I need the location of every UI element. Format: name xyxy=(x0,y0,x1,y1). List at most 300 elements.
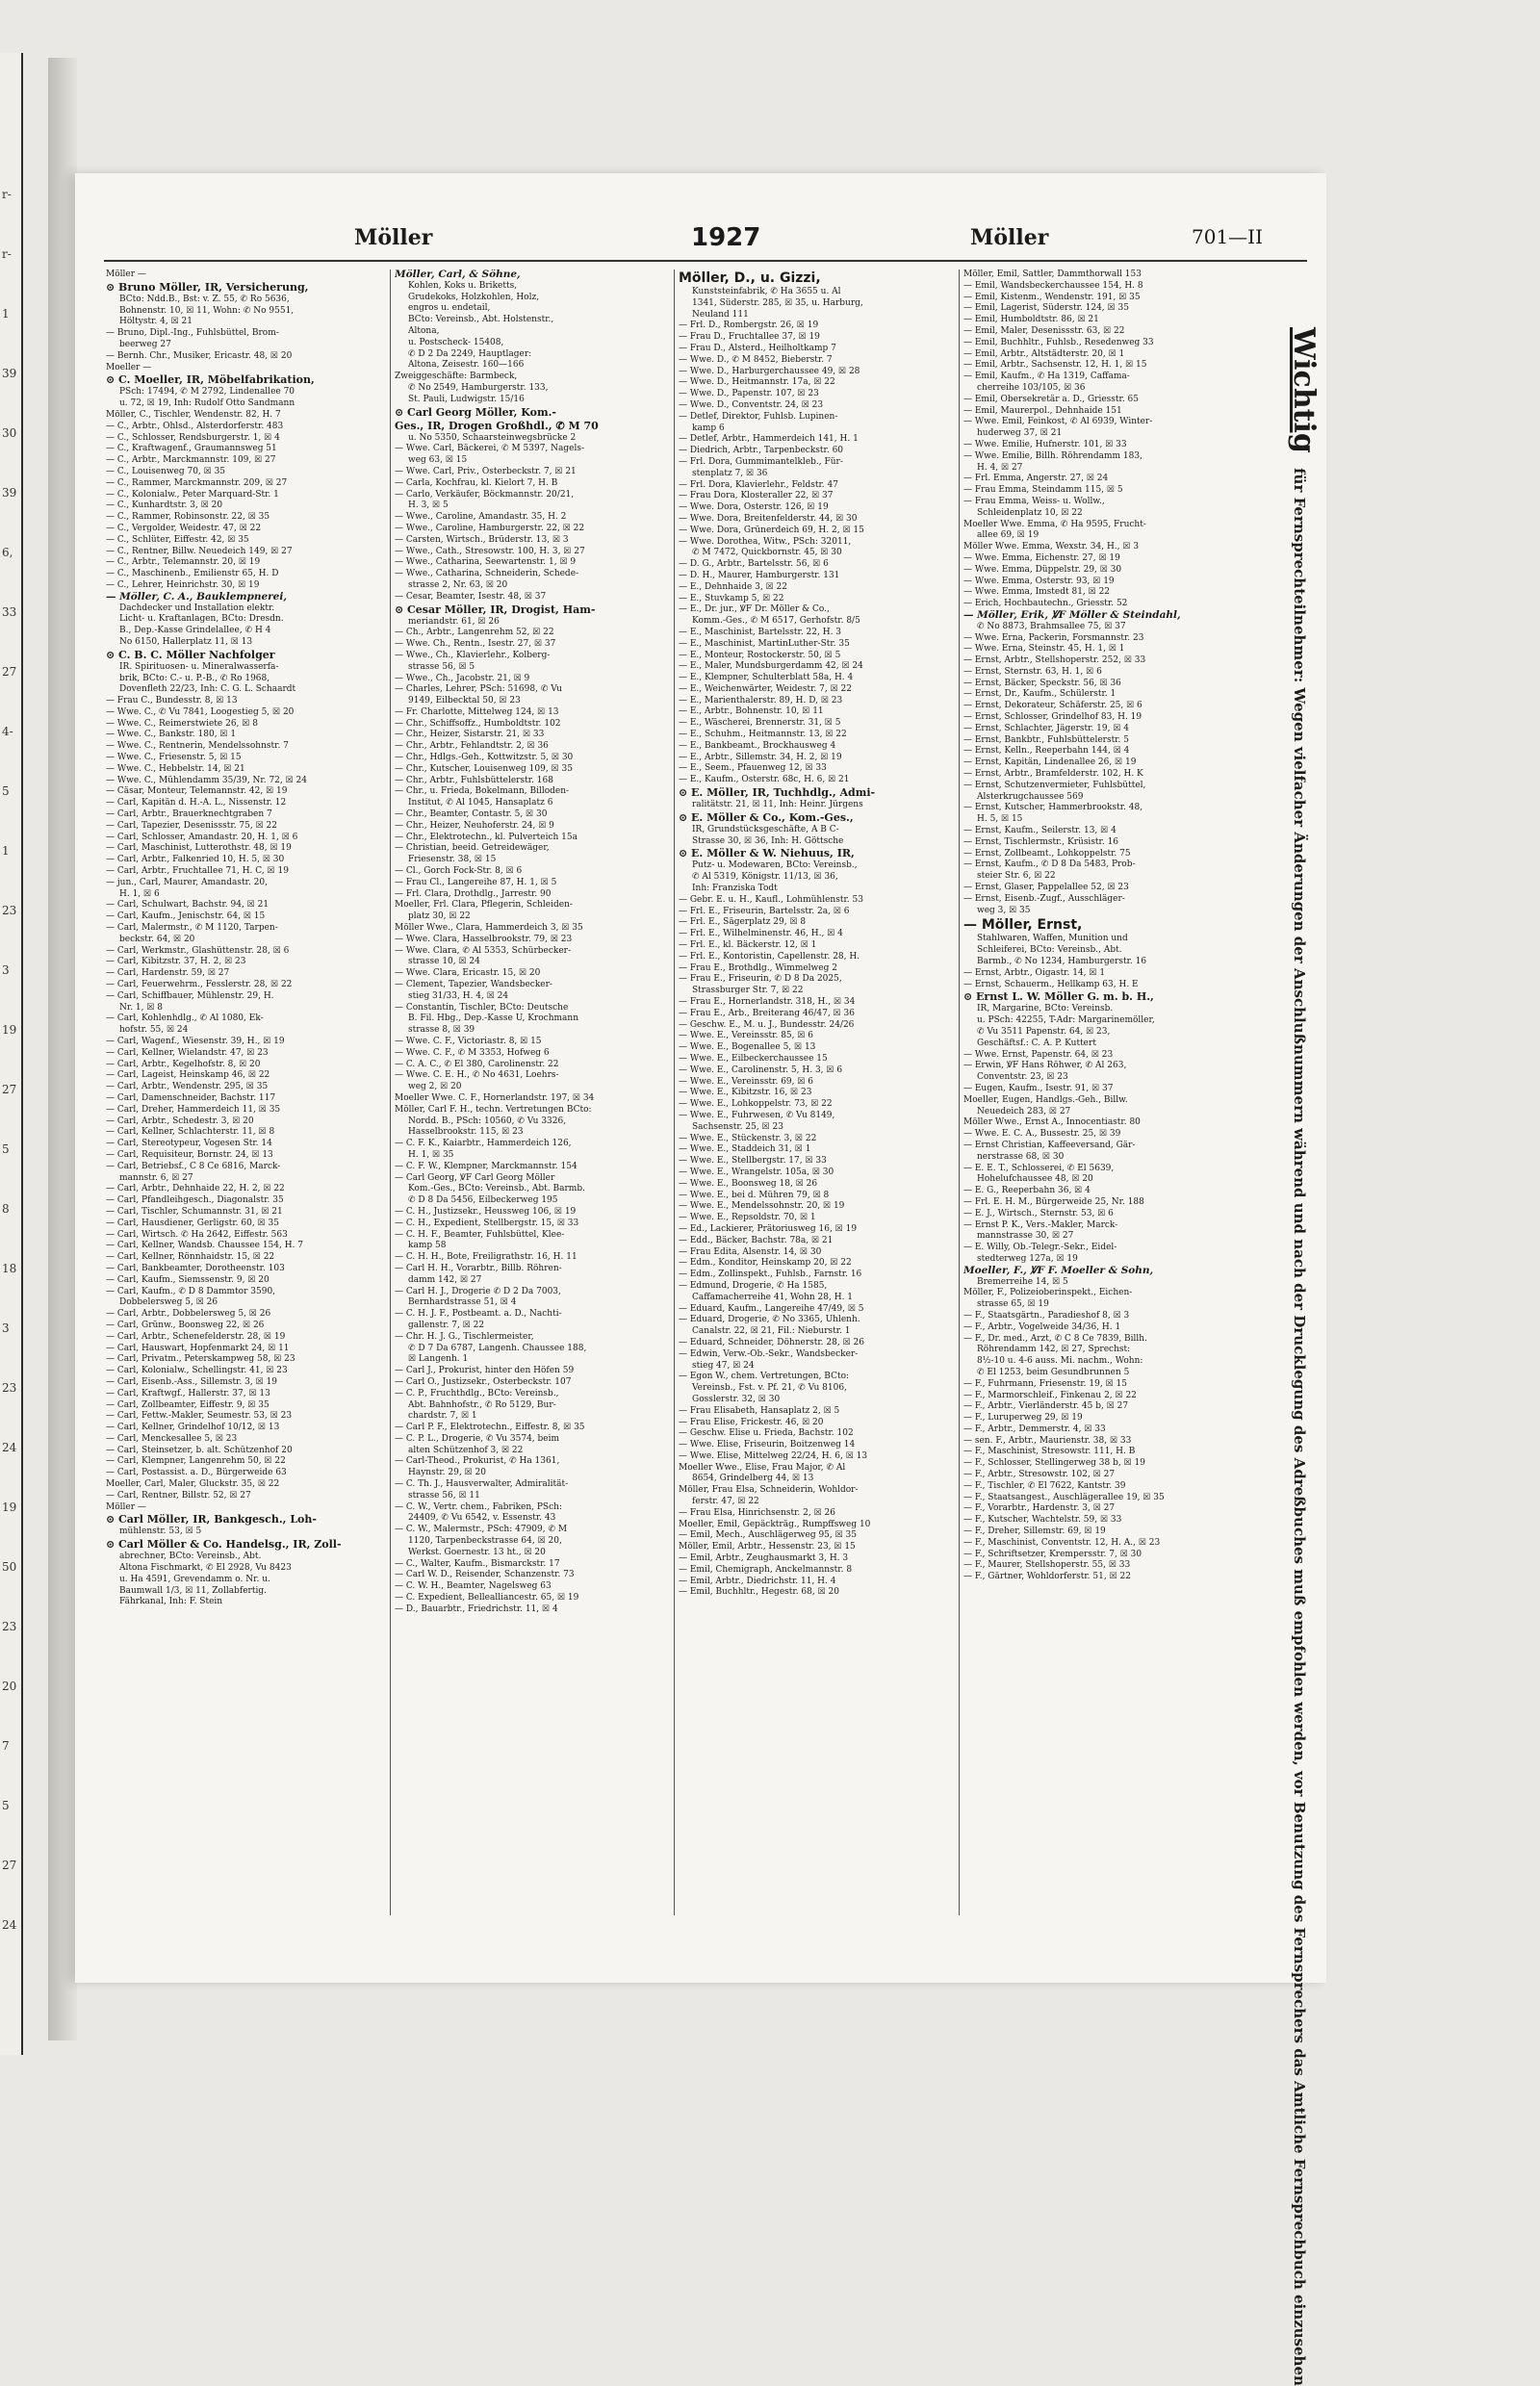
directory-entry: — Carl, Hauswart, Hopfenmarkt 24, ☒ 11 xyxy=(106,1343,290,1353)
directory-entry: — Wwe. Emilie, Hufnerstr. 101, ☒ 33 xyxy=(963,439,1127,449)
directory-entry: — Wwe., Ch., Klavierlehr., Kolberg- xyxy=(395,650,551,660)
directory-entry: — Wwe. D., Heitmannstr. 17a, ☒ 22 xyxy=(679,377,835,388)
margin-fragment: 1 xyxy=(2,844,10,858)
directory-entry: stieg 31/33, H. 4, ☒ 24 xyxy=(408,990,509,1001)
directory-entry: IR. Spirituosen- u. Mineralwasserfa- xyxy=(119,661,279,672)
directory-entry: — Wwe. C., ✆ Vu 7841, Loogestieg 5, ☒ 20 xyxy=(106,706,295,717)
directory-entry: Strassburger Str. 7, ☒ 22 xyxy=(692,986,804,996)
directory-entry: — C. H. H., Bote, Freiligrathstr. 16, H. 11 xyxy=(395,1252,578,1263)
directory-entry: u. Postscheck- 15408, xyxy=(408,337,504,347)
directory-entry: — C., Kunhardtstr. 3, ☒ 20 xyxy=(106,500,223,511)
directory-entry: — Wwe. E., Staddeich 31, ☒ 1 xyxy=(679,1144,811,1155)
directory-entry: — Carl, Bankbeamter, Dorotheenstr. 103 xyxy=(106,1263,285,1273)
directory-entry: — Carl, Hausdiener, Gerligstr. 60, ☒ 35 xyxy=(106,1218,279,1228)
directory-entry: Zweiggeschäfte: Barmbeck, xyxy=(395,372,518,382)
directory-entry: — F., Maurer, Stellshoperstr. 55, ☒ 33 xyxy=(963,1560,1131,1571)
header-year: 1927 xyxy=(691,223,761,252)
directory-entry: — Carl, Eisenb.-Ass., Sillemstr. 3, ☒ 19 xyxy=(106,1376,277,1387)
directory-entry: — C., Maschinenb., Emilienstr 65, H. D xyxy=(106,569,279,579)
directory-entry: Bremerreihe 14, ☒ 5 xyxy=(977,1276,1068,1287)
directory-entry: — Carl, Zollbeamter, Eiffestr. 9, ☒ 35 xyxy=(106,1399,270,1410)
directory-entry: — Wwe. Emilie, Billh. Röhrendamm 183, xyxy=(963,450,1142,461)
directory-entry: — F., Kutscher, Wachtelstr. 59, ☒ 33 xyxy=(963,1515,1122,1526)
margin-fragment: 1 xyxy=(2,307,10,321)
directory-entry: — E., Stuvkamp 5, ☒ 22 xyxy=(679,593,784,603)
directory-entry: kamp 58 xyxy=(408,1241,447,1251)
directory-entry: — Cl., Gorch Fock-Str. 8, ☒ 6 xyxy=(395,866,523,877)
directory-entry: steier Str. 6, ☒ 22 xyxy=(977,871,1056,882)
directory-entry: Schleiferei, BCto: Vereinsb., Abt. xyxy=(977,945,1122,956)
directory-entry: — Wwe. E., Repsoldstr. 70, ☒ 1 xyxy=(679,1213,816,1223)
directory-entry: — Carl H. H., Vorarbtr., Billb. Röhren- xyxy=(395,1263,562,1273)
directory-entry: — Frl. E., Sägerplatz 29, ☒ 8 xyxy=(679,917,807,928)
directory-entry: — C., Rammer, Robinsonstr. 22, ☒ 35 xyxy=(106,512,270,523)
directory-entry: Friesenstr. 38, ☒ 15 xyxy=(408,855,497,865)
directory-entry: — Carl, Arbtr., Fruchtallee 71, H. C, ☒ 19 xyxy=(106,866,289,877)
directory-entry: — C., Vergolder, Weidestr. 47, ☒ 22 xyxy=(106,523,262,533)
directory-entry: beerweg 27 xyxy=(119,339,171,349)
directory-entry: — Ernst, Kaufm., Seilerstr. 13, ☒ 4 xyxy=(963,826,1116,836)
directory-entry: — Carl, Arbtr., Dobbelersweg 5, ☒ 26 xyxy=(106,1309,271,1320)
directory-entry: — C. F. W., Klempner, Marckmannstr. 154 xyxy=(395,1161,578,1171)
directory-entry: ralitätstr. 21, ☒ 11, Inh: Heinr. Jürgens xyxy=(692,800,863,810)
directory-entry: — Ernst, Glaser, Pappelallee 52, ☒ 23 xyxy=(963,883,1129,893)
directory-entry: — Frau E., Arb., Breiterang 46/47, ☒ 36 xyxy=(679,1008,855,1018)
directory-entry: Gosslerstr. 32, ☒ 30 xyxy=(692,1394,781,1404)
directory-entry: — Carl, Kellner, Wandsb. Chaussee 154, H. 7 xyxy=(106,1241,304,1251)
directory-entry: Vereinsb., Fst. v. Pf. 21, ✆ Vu 8106, xyxy=(692,1383,847,1394)
directory-entry: — Wwe. Elise, Friseurin, Boitzenweg 14 xyxy=(679,1440,856,1450)
directory-entry: Möller — xyxy=(106,1501,146,1512)
directory-entry: — Chr., Elektrotechn., kl. Pulverteich 15a xyxy=(395,832,578,842)
directory-entry: — Wwe., Caroline, Hamburgerstr. 22, ☒ 22 xyxy=(395,523,585,533)
directory-entry: — Ernst, Sternstr. 63, H. 1, ☒ 6 xyxy=(963,666,1102,677)
directory-entry: — Wwe. C., Hebbelstr. 14, ☒ 21 xyxy=(106,763,245,774)
directory-entry: — Charles, Lehrer, PSch: 51698, ✆ Vu xyxy=(395,684,562,695)
directory-entry: — Emil, Wandsbeckerchaussee 154, H. 8 xyxy=(963,280,1143,291)
directory-entry: — Cesar, Beamter, Isestr. 48, ☒ 37 xyxy=(395,591,547,602)
directory-entry: — Chr. H. J. G., Tischlermeister, xyxy=(395,1331,534,1342)
directory-entry: Abt. Bahnhofstr., ✆ Ro 5129, Bur- xyxy=(408,1399,556,1410)
directory-entry: ⊙ Carl Möller, IR, Bankgesch., Loh- xyxy=(106,1513,317,1527)
directory-entry: — E., Kaufm., Osterstr. 68c, H. 6, ☒ 21 xyxy=(679,775,850,785)
margin-fragment: 18 xyxy=(2,1262,17,1275)
directory-entry: — F., Arbtr., Vogelweide 34/36, H. 1 xyxy=(963,1321,1121,1332)
directory-entry: — Carl, Maschinist, Lutterothstr. 48, ☒ 19 xyxy=(106,843,292,854)
directory-entry: — Emil, Lagerist, Süderstr. 124, ☒ 35 xyxy=(963,303,1129,314)
directory-entry: — sen. F., Arbtr., Maurienstr. 38, ☒ 33 xyxy=(963,1435,1132,1446)
directory-entry: Canalstr. 22, ☒ 21, Fil.: Nieburstr. 1 xyxy=(692,1326,851,1337)
directory-entry: — Ernst, Zollbeamt., Lohkoppelstr. 75 xyxy=(963,848,1131,859)
directory-entry: — Chr., Heizer, Neuhoferstr. 24, ☒ 9 xyxy=(395,820,554,831)
directory-entry: Moeller Wwe. C. F., Hornerlandstr. 197, ☒ 34 xyxy=(395,1092,595,1103)
margin-fragment: 7 xyxy=(2,1739,10,1753)
directory-entry: — Ernst, Kaufm., ✆ D 8 Da 5483, Prob- xyxy=(963,859,1136,870)
directory-entry: — Carl, Kellner, Schlachterstr. 11, ☒ 8 xyxy=(106,1127,275,1138)
directory-entry: Ges., IR, Drogen Großhdl., ✆ M 70 xyxy=(395,419,599,432)
directory-entry: — E., Maler, Mundsburgerdamm 42, ☒ 24 xyxy=(679,661,863,672)
directory-entry: Geschäftsf.: C. A. P. Kuttert xyxy=(977,1038,1096,1048)
directory-entry: IR, Grundstücksgeschäfte, A B C- xyxy=(692,824,839,834)
directory-entry: — Carl, Arbtr., Wendenstr. 295, ☒ 35 xyxy=(106,1082,269,1092)
directory-entry: Strasse 30, ☒ 36, Inh: H. Göttsche xyxy=(692,835,844,846)
directory-entry: B., Dep.-Kasse Grindelallee, ✆ H 4 xyxy=(119,626,271,636)
directory-entry: ✆ El 1253, beim Gesundbrunnen 5 xyxy=(977,1367,1130,1377)
header-surname-left: Möller xyxy=(354,225,433,250)
directory-entry: — Frau Elsa, Hinrichsenstr. 2, ☒ 26 xyxy=(679,1507,835,1518)
directory-entry: — Wwe. D., ✆ M 8452, Bieberstr. 7 xyxy=(679,354,833,365)
directory-entry: — Carl, Kellner, Wielandstr. 47, ☒ 23 xyxy=(106,1047,269,1058)
directory-entry: Nr. 1, ☒ 8 xyxy=(119,1002,164,1013)
directory-entry: — jun., Carl, Maurer, Amandastr. 20, xyxy=(106,877,268,887)
directory-entry: — Frau Edita, Alsenstr. 14, ☒ 30 xyxy=(679,1246,822,1257)
directory-entry: Moeller, Eugen, Handlgs.-Geh., Billw. xyxy=(963,1094,1128,1105)
directory-entry: — F., Marmorschleif., Finkenau 2, ☒ 22 xyxy=(963,1390,1137,1400)
directory-entry: — D., Bauarbtr., Friedrichstr. 11, ☒ 4 xyxy=(395,1603,558,1614)
directory-entry: ⊙ E. Möller & W. Niehuus, IR, xyxy=(679,847,855,860)
directory-entry: H. 1, ☒ 35 xyxy=(408,1149,454,1160)
directory-entry: — F., Dreher, Sillemstr. 69, ☒ 19 xyxy=(963,1527,1106,1537)
directory-entry: — Wwe. D., Harburgerchaussee 49, ☒ 28 xyxy=(679,366,860,376)
margin-fragment: 20 xyxy=(2,1680,17,1693)
directory-entry: Komm.-Ges., ✆ M 6517, Gerhofstr. 8/5 xyxy=(692,616,860,627)
directory-entry: — Frau E., Brothdlg., Wimmelweg 2 xyxy=(679,962,837,973)
directory-entry: — Gebr. E. u. H., Kaufl., Lohmühlenstr. 53 xyxy=(679,894,863,905)
directory-entry: — Wwe. E. C. A., Bussestr. 25, ☒ 39 xyxy=(963,1129,1121,1140)
directory-entry: 24409, ✆ Vu 6542, v. Essenstr. 43 xyxy=(408,1513,556,1524)
directory-entry: Sachsenstr. 25, ☒ 23 xyxy=(692,1121,783,1132)
directory-entry: Schleidenplatz 10, ☒ 22 xyxy=(977,507,1083,518)
directory-entry: Altona, Zeisestr. 160—166 xyxy=(408,360,525,371)
directory-entry: — Eduard, Kaufm., Langereihe 47/49, ☒ 5 xyxy=(679,1303,864,1314)
directory-entry: — Carl, Arbtr., Brauerknechtgraben 7 xyxy=(106,809,272,820)
directory-entry: — Edmund, Drogerie, ✆ Ha 1585, xyxy=(679,1280,828,1291)
directory-entry: — F., Fuhrmann, Friesenstr. 19, ☒ 15 xyxy=(963,1378,1127,1389)
directory-entry: — Wwe. C., Rentnerin, Mendelssohnstr. 7 xyxy=(106,741,289,752)
directory-entry: — Carl, Postassist. a. D., Bürgerweide 63 xyxy=(106,1468,287,1478)
directory-entry: — Wwe. Emma, Osterstr. 93, ☒ 19 xyxy=(963,576,1115,586)
directory-entry: — Frau Cl., Langereihe 87, H. 1, ☒ 5 xyxy=(395,877,557,887)
margin-fragment: r- xyxy=(2,188,12,201)
directory-entry: — E., Dr. jur., ℣F Dr. Möller & Co., xyxy=(679,604,830,615)
directory-entry: meriandstr. 61, ☒ 26 xyxy=(408,616,500,627)
directory-entry: beckstr. 64, ☒ 20 xyxy=(119,934,195,944)
directory-entry: nerstrasse 68, ☒ 30 xyxy=(977,1151,1065,1162)
directory-entry: mannstrasse 30, ☒ 27 xyxy=(977,1231,1074,1242)
directory-entry: — Carl, Kaufm., ✆ D 8 Dammtor 3590, xyxy=(106,1286,276,1296)
previous-page-edge xyxy=(0,53,23,2055)
directory-entry: — Frl. E., Kontoristin, Capellenstr. 28, H. xyxy=(679,951,860,962)
directory-entry: — Wwe. Erna, Packerin, Forsmannstr. 23 xyxy=(963,632,1144,643)
directory-entry: — F., Schriftsetzer, Krempersstr. 7, ☒ 30 xyxy=(963,1549,1142,1559)
directory-entry: ⊙ Carl Möller & Co. Handelsg., IR, Zoll- xyxy=(106,1538,342,1552)
directory-entry: — C. W., Malermstr., PSch: 47909, ✆ M xyxy=(395,1525,568,1535)
directory-entry: — Möller, C. A., Bauklempnerei, xyxy=(106,591,287,603)
directory-entry: — F., Vorarbtr., Hardenstr. 3, ☒ 27 xyxy=(963,1503,1116,1514)
directory-entry: huderweg 37, ☒ 21 xyxy=(977,428,1063,439)
directory-entry: — Carla, Kochfrau, kl. Kielort 7, H. B xyxy=(395,477,558,488)
directory-entry: strasse 8, ☒ 39 xyxy=(408,1025,475,1036)
directory-entry: — Carl, Rentner, Billstr. 52, ☒ 27 xyxy=(106,1490,251,1501)
directory-entry: — Ernst, Arbtr., Bramfelderstr. 102, H. K xyxy=(963,769,1143,780)
directory-entry: — Frl. E., kl. Bäckerstr. 12, ☒ 1 xyxy=(679,940,817,951)
directory-entry: — Edd., Bäcker, Bachstr. 78a, ☒ 21 xyxy=(679,1235,834,1245)
directory-entry: — Carl, Kolonialw., Schellingstr. 41, ☒ 23 xyxy=(106,1366,288,1376)
margin-fragment: 4- xyxy=(2,725,13,738)
margin-fragment: 23 xyxy=(2,904,17,917)
directory-entry: Moeller Wwe. Emma, ✆ Ha 9595, Frucht- xyxy=(963,519,1146,529)
directory-entry: — E., Dehnhaide 3, ☒ 22 xyxy=(679,581,787,592)
directory-entry: — Carl, Arbtr., Kegelhofstr. 8, ☒ 20 xyxy=(106,1059,261,1069)
directory-entry: — Carl, Arbtr., Dehnhaide 22, H. 2, ☒ 22 xyxy=(106,1184,285,1194)
directory-entry: — C., Arbtr., Ohlsd., Alsterdorferstr. 483 xyxy=(106,421,284,431)
directory-entry: — Christian, beeid. Getreidewäger, xyxy=(395,843,550,854)
directory-entry: — E. E. T., Schlosserei, ✆ El 5639, xyxy=(963,1163,1115,1173)
directory-entry: — Wwe. E., Vereinsstr. 85, ☒ 6 xyxy=(679,1031,814,1041)
directory-entry: — Erwin, ℣F Hans Röhwer, ✆ Al 263, xyxy=(963,1061,1127,1071)
directory-entry: — C. Expedient, Bellealliancestr. 65, ☒ 19 xyxy=(395,1593,579,1603)
directory-entry: — Wwe. D., Papenstr. 107, ☒ 23 xyxy=(679,389,819,399)
directory-entry: Putz- u. Modewaren, BCto: Vereinsb., xyxy=(692,860,858,871)
directory-entry: — Chr., Arbtr., Fehlandtstr. 2, ☒ 36 xyxy=(395,741,549,752)
directory-entry: — Ernst, Schlachter, Jägerstr. 19, ☒ 4 xyxy=(963,723,1130,733)
directory-entry: — Wwe. C. E. H., ✆ No 4631, Loehrs- xyxy=(395,1070,559,1081)
directory-entry: — E., Arbtr., Bohnenstr. 10, ☒ 11 xyxy=(679,706,824,717)
directory-entry: Dachdecker und Installation elektr. xyxy=(119,603,275,613)
directory-entry: — Clement, Tapezier, Wandsbecker- xyxy=(395,980,552,990)
directory-entry: Caffamacherreihe 41, Wohn 28, H. 1 xyxy=(692,1292,854,1302)
directory-entry: — Wwe. C., Mühlendamm 35/39, Nr. 72, ☒ 24 xyxy=(106,775,307,785)
directory-entry: — E. J., Wirtsch., Sternstr. 53, ☒ 6 xyxy=(963,1208,1114,1219)
directory-entry: Moeller, Carl, Maler, Gluckstr. 35, ☒ 22 xyxy=(106,1479,280,1490)
directory-entry: — Wwe. C. F., ✆ M 3353, Hofweg 6 xyxy=(395,1047,550,1058)
directory-entry: ⊙ C. B. C. Möller Nachfolger xyxy=(106,648,275,661)
directory-entry: H. 5, ☒ 15 xyxy=(977,814,1023,825)
directory-entry: — Frl. D., Rombergstr. 26, ☒ 19 xyxy=(679,321,819,331)
directory-entry: Möller — xyxy=(106,269,146,279)
column-2 xyxy=(390,269,669,1915)
directory-entry: — C., Rentner, Billw. Neuedeich 149, ☒ 27 xyxy=(106,546,293,556)
directory-entry: — Emil, Obersekretär a. D., Griesstr. 65 xyxy=(963,394,1139,404)
directory-entry: stedterweg 127a, ☒ 19 xyxy=(977,1253,1078,1264)
directory-entry: ✆ No 8873, Brahmsallee 75, ☒ 37 xyxy=(977,621,1126,631)
directory-entry: mühlenstr. 53, ☒ 5 xyxy=(119,1527,202,1537)
directory-entry: Fährkanal, Inh: F. Stein xyxy=(119,1597,223,1607)
directory-entry: — E. G., Reeperbahn 36, ☒ 4 xyxy=(963,1186,1091,1196)
directory-entry: Möller, Carl F. H., techn. Vertretungen BCto: xyxy=(395,1104,592,1115)
directory-entry: — E., Marienthalerstr. 89, H. D, ☒ 23 xyxy=(679,695,843,706)
directory-entry: — Wwe. Ernst, Papenstr. 64, ☒ 23 xyxy=(963,1049,1114,1060)
margin-fragment: 39 xyxy=(2,486,17,500)
directory-entry: weg 2, ☒ 20 xyxy=(408,1082,462,1092)
directory-entry: — Eduard, Drogerie, ✆ No 3365, Uhlenh. xyxy=(679,1315,860,1325)
directory-entry: Möller Wwe., Clara, Hammerdeich 3, ☒ 35 xyxy=(395,923,583,934)
directory-entry: — E., Schuhm., Heitmannstr. 13, ☒ 22 xyxy=(679,730,847,740)
directory-entry: — Egon W., chem. Vertretungen, BCto: xyxy=(679,1372,850,1382)
directory-entry: — E., Maschinist, Bartelsstr. 22, H. 3 xyxy=(679,627,842,637)
directory-entry: — C., Schlüter, Eiffestr. 42, ☒ 35 xyxy=(106,534,249,545)
directory-entry: — Wwe., Cath., Stresowstr. 100, H. 3, ☒ 27 xyxy=(395,546,585,556)
directory-entry: — Carl, Kibitzstr. 37, H. 2, ☒ 23 xyxy=(106,957,246,967)
directory-entry: — Chr., Kutscher, Louisenweg 109, ☒ 35 xyxy=(395,763,573,774)
directory-entry: — Frau Emma, Steindamm 115, ☒ 5 xyxy=(963,485,1123,496)
directory-entry: — C. P., Fruchthdlg., BCto: Vereinsb., xyxy=(395,1388,559,1398)
column-3 xyxy=(674,269,953,1915)
directory-entry: — Frl. Dora, Gummimantelkleb., Für- xyxy=(679,456,843,467)
directory-entry: — Fr. Charlotte, Mittelweg 124, ☒ 13 xyxy=(395,706,559,717)
margin-fragment: 3 xyxy=(2,963,10,977)
directory-entry: — Frau E., Hornerlandstr. 318, H., ☒ 34 xyxy=(679,997,856,1008)
directory-entry: — Ernst, Bankbtr., Fuhlsbüttelerstr. 5 xyxy=(963,734,1129,745)
directory-entry: — Carl, Arbtr., Schenefelderstr. 28, ☒ 19 xyxy=(106,1331,286,1342)
directory-entry: Moeller, F., ℣F F. Moeller & Sohn, xyxy=(963,1265,1154,1276)
directory-entry: — Wwe. E., Vereinsstr. 69, ☒ 6 xyxy=(679,1076,814,1087)
directory-entry: — Carl, Kraftwgf., Hallerstr. 37, ☒ 13 xyxy=(106,1388,270,1398)
directory-entry: — Carlo, Verkäufer, Böckmannstr. 20/21, xyxy=(395,489,575,500)
directory-entry: — Wwe. Dora, Grünerdeich 69, H. 2, ☒ 15 xyxy=(679,525,864,535)
directory-entry: — Ch., Arbtr., Langenrehm 52, ☒ 22 xyxy=(395,628,554,638)
directory-entry: — F., Tischler, ✆ El 7622, Kantstr. 39 xyxy=(963,1480,1126,1491)
directory-entry: — Ernst, Kelln., Reeperbahn 144, ☒ 4 xyxy=(963,746,1130,757)
directory-entry: — Chr., Beamter, Contastr. 5, ☒ 30 xyxy=(395,809,548,820)
directory-entry: Möller Wwe. Emma, Wexstr. 34, H., ☒ 3 xyxy=(963,542,1140,552)
directory-entry: — D. G., Arbtr., Bartelsstr. 56, ☒ 6 xyxy=(679,559,829,570)
directory-entry: — C., Arbtr., Telemannstr. 20, ☒ 19 xyxy=(106,557,261,568)
directory-entry: stenplatz 7, ☒ 36 xyxy=(692,468,768,478)
directory-entry: — Carl, Kellner, Rönnhaidstr. 15, ☒ 22 xyxy=(106,1252,275,1263)
directory-entry: — C., Schlosser, Rendsburgerstr. 1, ☒ 4 xyxy=(106,432,280,443)
margin-fragment: 8 xyxy=(2,1202,10,1216)
directory-entry: Hohelufchaussee 48, ☒ 20 xyxy=(977,1174,1093,1185)
directory-entry: — Ernst, Schauerm., Hellkamp 63, H. E xyxy=(963,979,1139,989)
directory-entry: — Carl W. D., Reisender, Schanzenstr. 73 xyxy=(395,1570,575,1580)
directory-entry: Bohnenstr. 10, ☒ 11, Wohn: ✆ No 9551, xyxy=(119,305,295,316)
directory-entry: ⊙ C. Moeller, IR, Möbelfabrikation, xyxy=(106,373,315,387)
directory-entry: Möller, Carl, & Söhne, xyxy=(395,269,521,280)
directory-entry: — F., Arbtr., Stresowstr. 102, ☒ 27 xyxy=(963,1470,1116,1480)
directory-entry: — E., Klempner, Schulterblatt 58a, H. 4 xyxy=(679,673,854,683)
directory-entry: — Wwe. E., bei d. Mühren 79, ☒ 8 xyxy=(679,1190,830,1200)
directory-entry: H. 3, ☒ 5 xyxy=(408,500,449,511)
page-header xyxy=(104,221,1307,262)
directory-entry: — Wwe. Emil, Feinkost, ✆ Al 6939, Winter- xyxy=(963,417,1153,427)
directory-entry: — Emil, Buchhltr., Fuhlsb., Resedenweg 33 xyxy=(963,337,1154,347)
directory-entry: — Carl H. J., Drogerie ✆ D 2 Da 7003, xyxy=(395,1286,561,1296)
directory-entry: — E., Bankbeamt., Brockhausweg 4 xyxy=(679,740,836,751)
margin-fragment: 27 xyxy=(2,1859,17,1872)
directory-entry: — Carl, Schiffbauer, Mühlenstr. 29, H. xyxy=(106,990,274,1001)
directory-entry: Möller, C., Tischler, Wendenstr. 82, H. 7 xyxy=(106,409,281,420)
directory-entry: — Carl, Kohlenhdlg., ✆ Al 1080, Ek- xyxy=(106,1013,264,1024)
directory-entry: — Wwe., Catharina, Seewartenstr. 1, ☒ 9 xyxy=(395,557,577,568)
directory-entry: — Wwe. Erna, Steinstr. 45, H. 1, ☒ 1 xyxy=(963,644,1125,654)
directory-entry: chardstr. 7, ☒ 1 xyxy=(408,1411,477,1422)
margin-fragment: 5 xyxy=(2,1799,10,1812)
directory-entry: — Emil, Arbtr., Zeughausmarkt 3, H. 3 xyxy=(679,1553,849,1564)
directory-entry: — Carl, Betriebsf., C 8 Ce 6816, Marck- xyxy=(106,1161,281,1171)
directory-entry: ✆ D 7 Da 6787, Langenh. Chaussee 188, xyxy=(408,1343,587,1353)
directory-entry: — Carl, Kapitän d. H.-A. L., Nissenstr. 12 xyxy=(106,798,287,808)
directory-entry: — Wwe. Dora, Osterstr. 126, ☒ 19 xyxy=(679,502,829,513)
directory-entry: u. 72, ☒ 19, Inh: Rudolf Otto Sandmann xyxy=(119,398,295,409)
directory-entry: Conventstr. 23, ☒ 23 xyxy=(977,1072,1068,1083)
directory-entry: Dobbelersweg 5, ☒ 26 xyxy=(119,1297,218,1308)
directory-entry: — Ernst, Kutscher, Hammerbrookstr. 48, xyxy=(963,803,1143,813)
directory-entry: damm 142, ☒ 27 xyxy=(408,1274,482,1285)
margin-fragment: 39 xyxy=(2,367,17,380)
margin-fragment: 27 xyxy=(2,665,17,679)
directory-entry: — Ernst, Arbtr., Oigastr. 14, ☒ 1 xyxy=(963,967,1106,978)
directory-entry: mannstr. 6, ☒ 27 xyxy=(119,1172,193,1183)
directory-entry: — Edm., Zollinspekt., Fuhlsb., Farnstr. 16 xyxy=(679,1270,862,1280)
directory-entry: — C., Walter, Kaufm., Bismarckstr. 17 xyxy=(395,1558,560,1569)
directory-entry: — Wwe. E., Boonsweg 18, ☒ 26 xyxy=(679,1178,818,1189)
directory-entry: — C. H. F., Beamter, Fuhlsbüttel, Klee- xyxy=(395,1229,565,1240)
directory-entry: — Wwe. E., Mendelssohnstr. 20, ☒ 19 xyxy=(679,1201,845,1212)
directory-entry: — C. F. K., Kaiarbtr., Hammerdeich 126, xyxy=(395,1139,572,1149)
directory-entry: — Erich, Hochbautechn., Griesstr. 52 xyxy=(963,599,1128,609)
directory-entry: — Eduard, Schneider, Döhnerstr. 28, ☒ 26 xyxy=(679,1337,864,1347)
directory-entry: — Frau Emma, Weiss- u. Wollw., xyxy=(963,496,1105,506)
directory-entry: Möller Wwe., Ernst A., Innocentiastr. 80 xyxy=(963,1117,1141,1128)
directory-entry: — E., Weichenwärter, Weidestr. 7, ☒ 22 xyxy=(679,683,852,694)
directory-entry: weg 3, ☒ 35 xyxy=(977,905,1031,915)
directory-entry: Nordd. B., PSch: 10560, ✆ Vu 3326, xyxy=(408,1116,567,1126)
directory-entry: — Carl, Schulwart, Bachstr. 94, ☒ 21 xyxy=(106,900,270,911)
margin-fragment: 3 xyxy=(2,1321,10,1335)
directory-entry: — Wwe. Elise, Mittelweg 22/24, H. 6, ☒ 13 xyxy=(679,1450,868,1461)
directory-entry: — C. W., Vertr. chem., Fabriken, PSch: xyxy=(395,1501,562,1512)
directory-entry: ⊙ Cesar Möller, IR, Drogist, Ham- xyxy=(395,603,596,616)
directory-entry: — F., Maschinist, Stresowstr. 111, H. B xyxy=(963,1447,1136,1457)
directory-entry: — Carl J., Prokurist, hinter den Höfen 59 xyxy=(395,1366,575,1376)
directory-entry: ✆ D 2 Da 2249, Hauptlager: xyxy=(408,348,532,359)
directory-entry: — C. H. J. F., Postbeamt. a. D., Nachti- xyxy=(395,1309,562,1320)
directory-entry: ⊙ Carl Georg Möller, Kom.- xyxy=(395,405,556,419)
directory-entry: — Carl, Stereotypeur, Vogesen Str. 14 xyxy=(106,1139,272,1149)
directory-entry: — Diedrich, Arbtr., Tarpenbeckstr. 60 xyxy=(679,446,844,456)
directory-entry: ☒ Langenh. 1 xyxy=(408,1354,469,1365)
directory-entry: strasse 2, Nr. 63, ☒ 20 xyxy=(408,579,508,590)
book-binding xyxy=(48,58,77,2040)
directory-entry: Neuedeich 283, ☒ 27 xyxy=(977,1106,1071,1116)
directory-entry: — Emil, Arbtr., Sachsenstr. 12, H. 1, ☒ 15 xyxy=(963,360,1147,371)
directory-entry: Möller, Emil, Arbtr., Hessenstr. 23, ☒ 15 xyxy=(679,1542,856,1552)
directory-entry: — F., Staatsgärtn., Paradieshof 8, ☒ 3 xyxy=(963,1310,1130,1321)
notice-text: für Fernsprechteilnehmer: Wegen vielfacher Änderungen der Anschlußnummern während und nach der Drucklegung des Adreßbuches muß empfohlen werden, vor Benutzung des Fernsprechers das Amtliche Fernsprechbuch einzusehen xyxy=(1291,468,1308,2386)
directory-entry: — Emil, Kistenm., Wendenstr. 191, ☒ 35 xyxy=(963,292,1141,302)
directory-entry: — Carl, Wagenf., Wiesenstr. 39, H., ☒ 19 xyxy=(106,1037,285,1046)
directory-entry: — Ernst, Tischlermstr., Krüsistr. 16 xyxy=(963,836,1119,847)
directory-entry: — Wwe. E., Kibitzstr. 16, ☒ 23 xyxy=(679,1088,812,1098)
directory-entry: — Geschw. E., M. u. J., Bundesstr. 24/26 xyxy=(679,1019,855,1030)
directory-page xyxy=(75,173,1326,2386)
margin-fragment: 23 xyxy=(2,1620,17,1633)
directory-entry: — Carl, Steinsetzer, b. alt. Schützenhof 20 xyxy=(106,1445,293,1455)
directory-entry: — Frau C., Bundesstr. 8, ☒ 13 xyxy=(106,696,238,706)
directory-entry: — Carl, Grünw., Boonsweg 22, ☒ 26 xyxy=(106,1320,265,1330)
directory-entry: — Ernst, Bäcker, Speckstr. 56, ☒ 36 xyxy=(963,678,1121,688)
directory-entry: St. Pauli, Ludwigstr. 15/16 xyxy=(408,394,525,404)
directory-entry: Altona, xyxy=(408,325,440,336)
directory-entry: ✆ Al 5319, Königstr. 11/13, ☒ 36, xyxy=(692,872,838,883)
directory-entry: — E. Willy, Ob.-Telegr.-Sekr., Eidel- xyxy=(963,1243,1117,1253)
directory-entry: — Frl. Emma, Angerstr. 27, ☒ 24 xyxy=(963,474,1109,484)
directory-entry: H. 4, ☒ 27 xyxy=(977,462,1023,473)
directory-entry: Kohlen, Koks u. Briketts, xyxy=(408,280,518,291)
directory-entry: H. 1, ☒ 6 xyxy=(119,888,160,899)
directory-entry: alten Schützenhof 3, ☒ 22 xyxy=(408,1445,524,1455)
